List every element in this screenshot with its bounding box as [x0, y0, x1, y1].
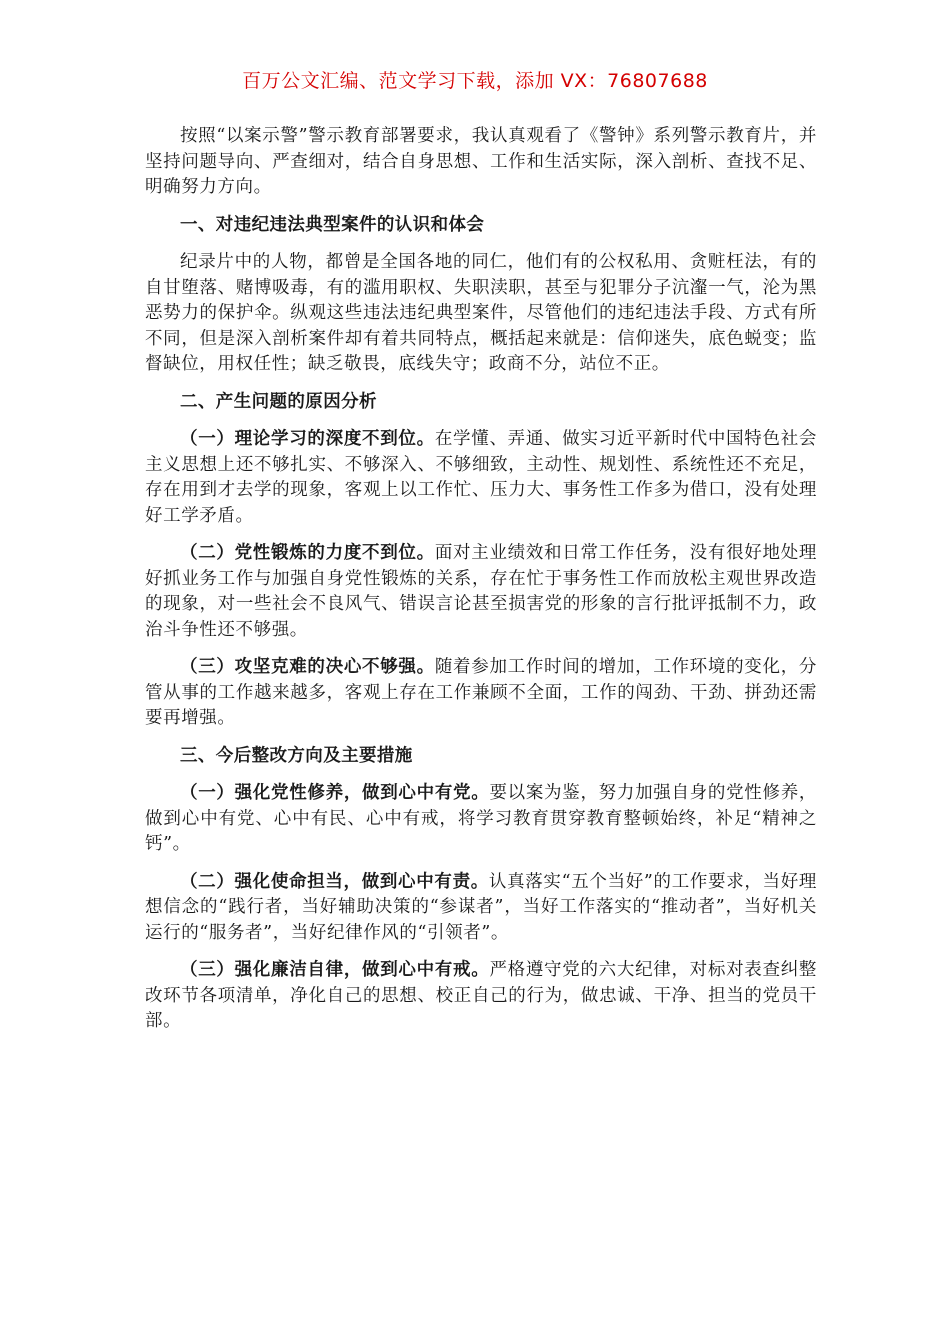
- section3-item-3-lead: （三）强化廉洁自律，做到心中有戒。: [180, 960, 490, 980]
- section2-item-3-lead: （三）攻坚克难的决心不够强。: [180, 657, 435, 677]
- section2-item-1: [145, 427, 817, 529]
- section3-item-1: [145, 781, 817, 858]
- section1-heading: 一、对违纪违法典型案件的认识和体会: [180, 214, 485, 235]
- section2-item-2: [145, 541, 817, 643]
- intro-paragraph: 按照“以案示警”警示教育部署要求，我认真观看了《警钟》系列警示教育片，并坚持问题导向、严查细对，结合自身思想、工作和生活实际，深入剖析、查找不足、明确努力方向。: [145, 126, 817, 197]
- section2-item-1-lead: （一）理论学习的深度不到位。: [180, 429, 435, 449]
- section2-item-3: [145, 655, 817, 732]
- section2-item-1-body: 在学懂、弄通、做实习近平新时代中国特色社会主义思想上还不够扎实、不够深入、不够细致，主动性、规划性、系统性还不充足，存在用到才去学的现象，客观上以工作忙、压力大、事务性工作多为借口，没有处理好工学矛盾。: [145, 429, 817, 526]
- section3-item-3-body: 严格遵守党的六大纪律，对标对表查纠整改环节各项清单，净化自己的思想、校正自己的行为，做忠诚、干净、担当的党员干部。: [145, 960, 817, 1031]
- section3-item-1-lead: （一）强化党性修养，做到心中有党。: [180, 783, 490, 803]
- section3-item-2: [145, 870, 817, 947]
- section3-item-1-body: 要以案为鉴，努力加强自身的党性修养，做到心中有党、心中有民、心中有戒，将学习教育贯穿教育整顿始终，补足“精神之钙”。: [145, 783, 817, 854]
- section2-heading: 二、产生问题的原因分析: [180, 391, 377, 412]
- page-header-watermark: 百万公文汇编、范文学习下载，添加 VX：76807688: [242, 70, 708, 92]
- document-body: [145, 124, 817, 1047]
- section3-item-3: [145, 958, 817, 1035]
- section3-heading: 三、今后整改方向及主要措施: [180, 745, 413, 766]
- section2-item-2-lead: （二）党性锻炼的力度不到位。: [180, 543, 435, 563]
- section2-item-3-body: 随着参加工作时间的增加，工作环境的变化，分管从事的工作越来越多，客观上存在工作兼顾不全面，工作的闯劲、干劲、拼劲还需要再增强。: [145, 657, 817, 728]
- section3-item-2-body: 认真落实“五个当好”的工作要求，当好理想信念的“践行者，当好辅助决策的“参谋者”，当好工作落实的“推动者”，当好机关运行的“服务者”，当好纪律作风的“引领者”。: [145, 871, 817, 943]
- section2-item-2-body: 面对主业绩效和日常工作任务，没有很好地处理好抓业务工作与加强自身党性锻炼的关系，存在忙于事务性工作而放松主观世界改造的现象，对一些社会不良风气、错误言论甚至损害党的形象的言行批评抵制不力，政治斗争性还不够强。: [145, 543, 817, 640]
- section1-paragraph: 纪录片中的人物，都曾是全国各地的同仁，他们有的公权私用、贪赃枉法，有的自甘堕落、赌博吸毒，有的滥用职权、失职渎职，甚至与犯罪分子沆瀣一气，沦为黑恶势力的保护伞。纵观这些违法违纪典型案件，尽管他们的违纪违法手段、方式有所不同，但是深入剖析案件却有着共同特点，概括起来就是：信仰迷失，底色蜕变；监督缺位，用权任性；缺乏敬畏，底线失守；政商不分，站位不正。: [145, 252, 817, 374]
- section3-item-2-lead: （二）强化使命担当，做到心中有责。: [180, 871, 489, 892]
